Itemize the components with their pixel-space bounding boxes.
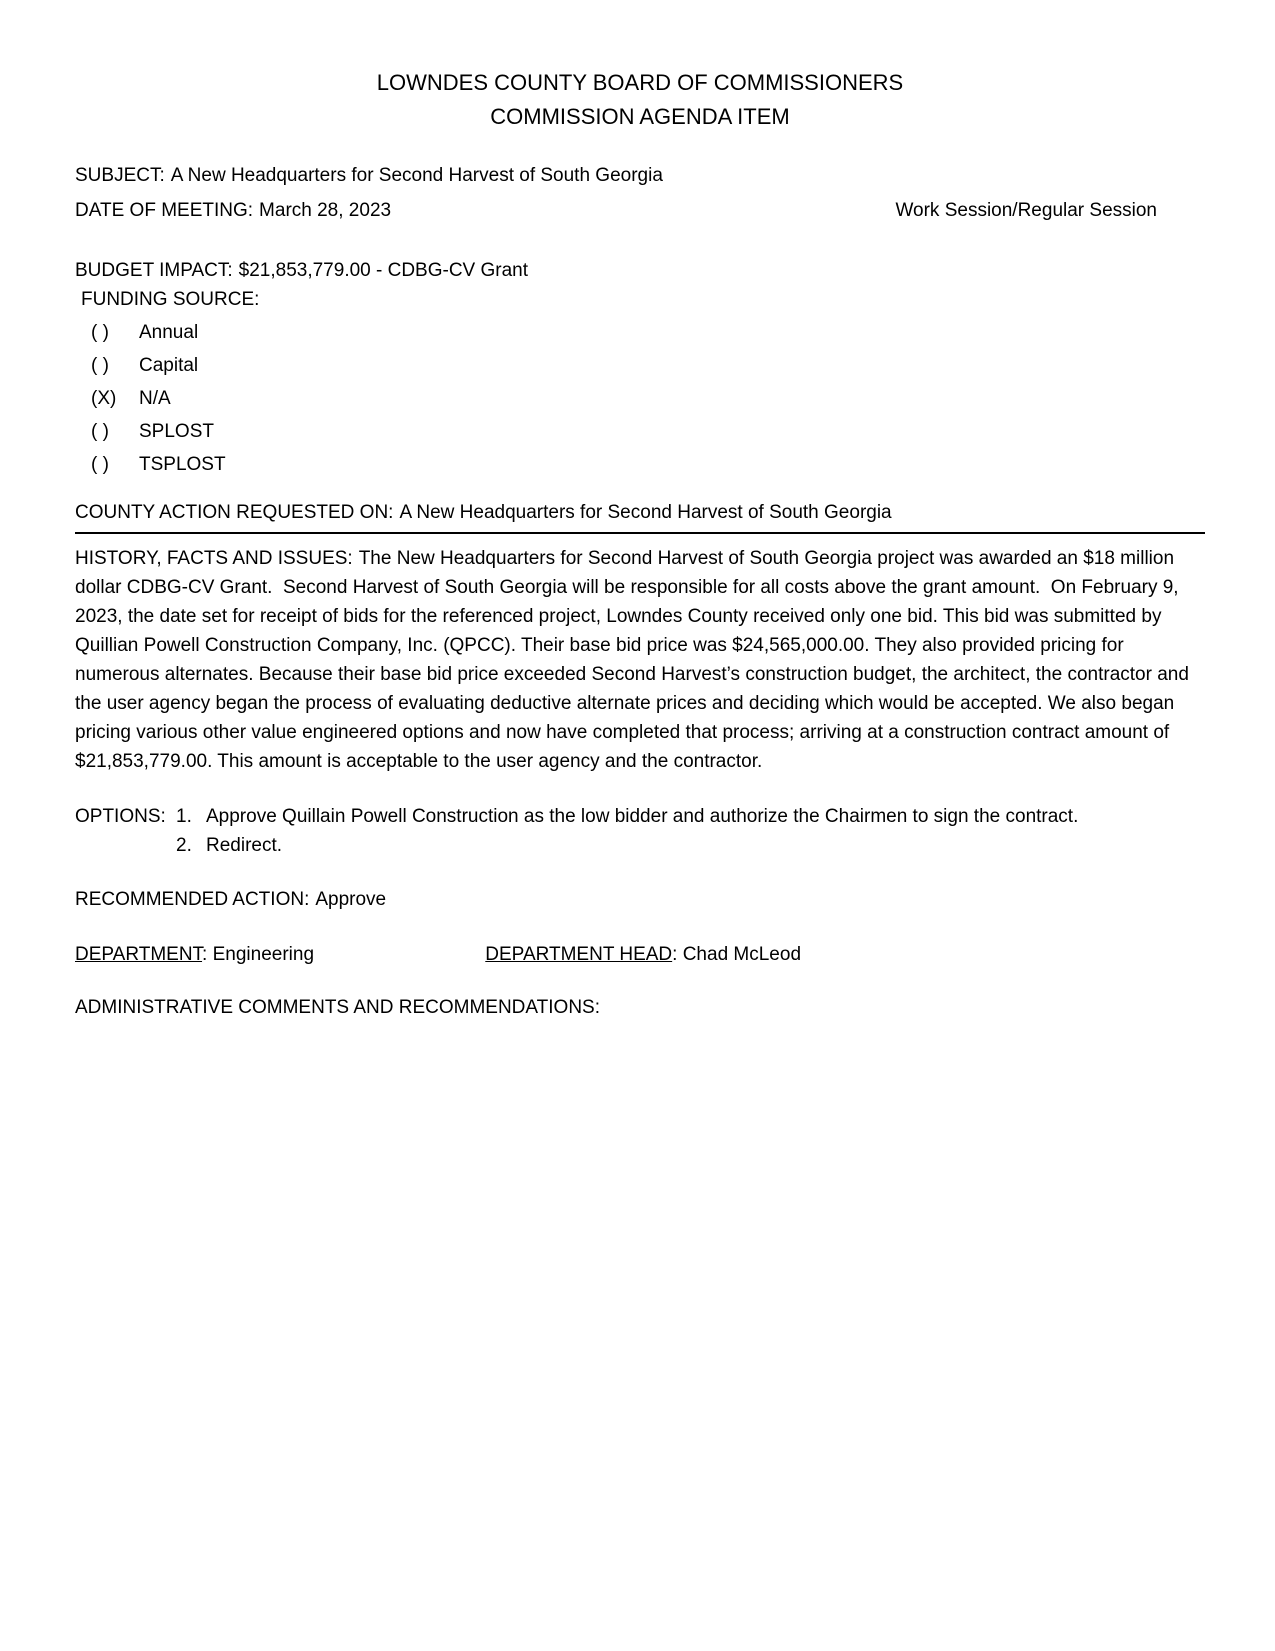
funding-option-label: N/A [139, 388, 171, 409]
recommended-action-row [75, 885, 1205, 914]
department-field [75, 940, 480, 969]
admin-comments-label: ADMINISTRATIVE COMMENTS AND RECOMMENDATIONS: [75, 997, 600, 1018]
options-section [75, 802, 1205, 860]
meeting-date [75, 196, 391, 225]
meeting-date-row [75, 196, 1205, 225]
history-text: The New Headquarters for Second Harvest of South Georgia project was awarded an $18 million dollar CDBG-CV Grant. Second Harvest of South Georgia will be responsible for all costs above the grant amount. On February 9, 2023, the date set for receipt of bids for the referenced project, Lowndes County received only one bid. This bid was submitted by Quillian Powell Construction Company, Inc. (QPCC). Their base bid price was $24,565,000.00. They also provided pricing for numerous alternates. Because their base bid price exceeded Second Harvest’s construction budget, the architect, the contractor and the user agency began the process of evaluating deductive alternate prices and deciding which would be accepted. We also began pricing various other value engineered options and now have completed that process; arriving at a construction contract amount of $21,853,779.00. This amount is acceptable to the user agency and the contractor. [75, 548, 1195, 772]
checkbox-mark: ( ) [91, 421, 109, 442]
funding-option-tsplost [75, 450, 1205, 479]
checkbox-mark: ( ) [91, 355, 109, 376]
funding-options-list [75, 318, 1205, 479]
session-type: Work Session/Regular Session [895, 200, 1157, 221]
option-item-1 [176, 802, 1205, 831]
county-action-label: COUNTY ACTION REQUESTED ON: [75, 502, 394, 523]
option-number: 1. [176, 806, 192, 827]
history-paragraph [75, 544, 1205, 776]
subject-label: SUBJECT: [75, 165, 165, 186]
county-action-row [75, 498, 1205, 534]
checkbox-mark-checked: (X) [91, 388, 117, 409]
department-head-field [485, 944, 801, 965]
option-item-2 [176, 831, 1205, 860]
funding-option-label: SPLOST [139, 421, 214, 442]
funding-source-row [75, 285, 1205, 314]
recommended-action-text: Approve [315, 889, 387, 910]
document-title-block [75, 66, 1205, 134]
options-list [176, 802, 1205, 860]
department-label: DEPARTMENT [75, 944, 203, 965]
funding-option-label: TSPLOST [139, 454, 226, 475]
document-title: LOWNDES COUNTY BOARD OF COMMISSIONERS [376, 70, 904, 95]
option-text: Redirect. [206, 835, 283, 856]
department-head-label: DEPARTMENT HEAD [485, 944, 673, 965]
funding-option-label: Capital [139, 355, 199, 376]
budget-impact-row [75, 256, 1205, 285]
county-action-text: A New Headquarters for Second Harvest of South Georgia [399, 502, 892, 523]
funding-option-capital [75, 351, 1205, 380]
options-label: OPTIONS: [75, 806, 166, 827]
funding-option-na [75, 384, 1205, 413]
subject-row [75, 161, 1205, 190]
admin-comments-row [75, 993, 1205, 1022]
funding-option-splost [75, 417, 1205, 446]
subject-text: A New Headquarters for Second Harvest of South Georgia [170, 165, 663, 186]
funding-option-annual [75, 318, 1205, 347]
funding-source-label: FUNDING SOURCE: [81, 289, 260, 310]
option-text: Approve Quillain Powell Construction as the low bidder and authorize the Chairmen to sign the contract. [206, 806, 1079, 827]
department-row [75, 940, 1205, 969]
checkbox-mark: ( ) [91, 454, 109, 475]
meeting-date-text: March 28, 2023 [259, 200, 392, 221]
meeting-date-label: DATE OF MEETING: [75, 200, 254, 221]
document-subtitle: COMMISSION AGENDA ITEM [490, 104, 790, 129]
history-label: HISTORY, FACTS AND ISSUES: [75, 548, 353, 569]
checkbox-mark: ( ) [91, 322, 109, 343]
funding-option-label: Annual [139, 322, 199, 343]
department-value: : Engineering [202, 944, 315, 965]
budget-impact-label: BUDGET IMPACT: [75, 260, 233, 281]
option-number: 2. [176, 835, 192, 856]
recommended-action-label: RECOMMENDED ACTION: [75, 889, 310, 910]
department-head-value: : Chad McLeod [672, 944, 802, 965]
budget-impact-text: $21,853,779.00 - CDBG-CV Grant [238, 260, 529, 281]
